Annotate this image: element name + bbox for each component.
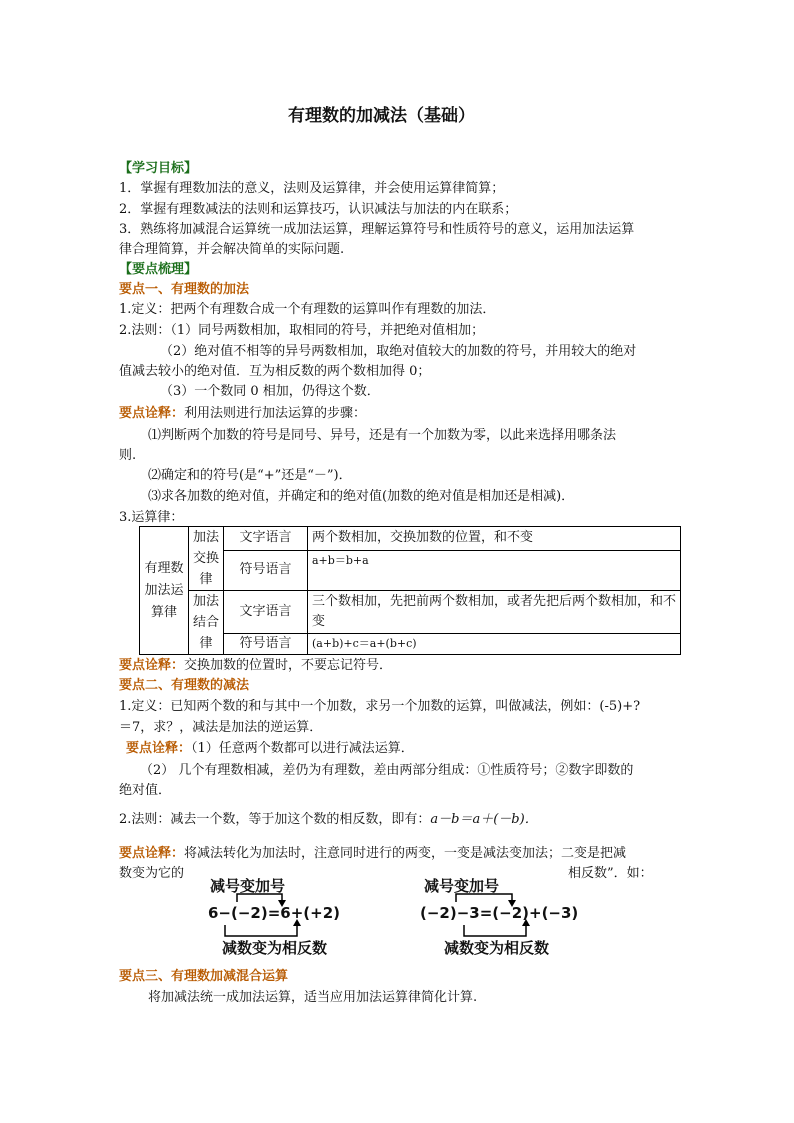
addition-laws-table: [139, 526, 681, 655]
commutative-word-text: 两个数相加，交换加数的位置，和不变: [308, 527, 681, 551]
note-text: 将减法转化为加法时，注意同时进行的两变，一变是减法变加法；二变是把减: [184, 846, 627, 861]
mixed-operation-text: 将加减法统一成加法运算，适当应用加法运算律简化计算.: [148, 990, 478, 1005]
goal-item: 律合理简算，并会解决简单的实际问题.: [119, 242, 345, 257]
associative-symbol-text: (a+b)+c＝a+(b+c): [308, 634, 681, 655]
step-3: ⑶求各加数的绝对值，并确定和的绝对值(加数的绝对值是相加还是相减)．: [148, 489, 575, 504]
summary-heading: 【要点梳理】: [119, 262, 198, 277]
goal-item: 2．掌握有理数减法的法则和运算技巧，认识减法与加法的内在联系；: [119, 202, 518, 217]
diagram-bottom-label: 减数变为相反数: [222, 939, 328, 957]
associative-law-label: 加法结合律: [189, 591, 224, 655]
subtraction-rule: [119, 810, 538, 830]
addition-definition: 1.定义：把两个有理数合成一个有理数的运算叫作有理数的加法．: [119, 302, 496, 317]
step-1: ⑴判断两个加数的符号是同号、异号，还是有一个加数为零，以此来选择用哪条法: [148, 428, 617, 443]
commutative-symbol-text: a+b＝b+a: [308, 550, 681, 590]
section-heading-mixed: 要点三、有理数加减混合运算: [119, 969, 289, 984]
diagram-top-label: 减号变加号: [424, 877, 500, 895]
goal-item: 3．熟练将加减混合运算统一成加法运算，理解运算符号和性质符号的意义，运用加法运算: [119, 222, 635, 237]
section-heading-addition: 要点一、有理数的加法: [119, 282, 250, 297]
note-text: 利用法则进行加法运算的步骤：: [184, 406, 367, 421]
diagram-expression: 6−(−2)=6+(+2): [208, 904, 341, 922]
word-language-label: 文字语言: [224, 591, 308, 634]
addition-rule-3: （3）一个数同 0 相加，仍得这个数．: [160, 384, 380, 399]
note-commutative: [119, 656, 392, 676]
rule-formula: a－b＝a＋(－b)．: [430, 812, 538, 827]
subtraction-definition-cont: ＝7，求？，减法是加法的逆运算．: [119, 720, 323, 735]
note-subtraction-2: （2） 几个有理数相减，差仍为有理数，差由两部分组成：①性质符号；②数字即数的: [140, 763, 634, 778]
symbol-language-label: 符号语言: [224, 634, 308, 655]
laws-intro: 3.运算律：: [119, 510, 184, 525]
addition-rule-2: （2）绝对值不相等的异号两数相加，取绝对值较大的加数的符号，并用较大的绝对: [160, 344, 637, 359]
note-label: 要点诠释：: [119, 406, 185, 421]
note-subtraction-3-cont: 数变为它的: [119, 866, 185, 881]
note-addition-steps: [119, 404, 366, 424]
addition-rule-1: 2.法则：（1）同号两数相加，取相同的符号，并把绝对值相加；: [119, 323, 485, 338]
page-title: 有理数的加减法（基础）: [288, 106, 475, 126]
rule-text: 2.法则：减去一个数，等于加这个数的相反数，即有：: [119, 812, 431, 827]
note-label: 要点诠释：: [119, 846, 185, 861]
note-subtraction-3: [119, 844, 626, 864]
note-text: （1）任意两个数都可以进行减法运算．: [191, 741, 414, 756]
step-1-cont: 则.: [119, 448, 137, 463]
goals-heading: 【学习目标】: [119, 161, 198, 176]
note-label: 要点诠释：: [126, 741, 192, 756]
subtraction-definition: 1.定义：已知两个数的和与其中一个加数，求另一个加数的运算，叫做减法，例如：(-5)+?: [119, 699, 641, 714]
note-text: 交换加数的位置时，不要忘记符号．: [184, 658, 393, 673]
note-subtraction-1: [126, 739, 414, 759]
addition-rule-2-cont: 值减去较小的绝对值．互为相反数的两个数相加得 0；: [119, 364, 431, 379]
goal-item: 1．掌握有理数加法的意义，法则及运算律，并会使用运算律简算；: [119, 181, 505, 196]
diagram-bottom-label: 减数变为相反数: [444, 939, 550, 957]
diagram-expression: (−2)−3=(−2)+(−3): [420, 904, 579, 922]
note-subtraction-2-cont: 绝对值．: [119, 783, 172, 798]
section-heading-subtraction: 要点二、有理数的减法: [119, 678, 250, 693]
note-label: 要点诠释：: [119, 658, 185, 673]
associative-word-text: 三个数相加，先把前两个数相加，或者先把后两个数相加，和不变: [308, 591, 681, 634]
word-language-label: 文字语言: [224, 527, 308, 551]
step-2: ⑵确定和的符号(是“+”还是“－”)．: [148, 468, 352, 483]
symbol-language-label: 符号语言: [224, 550, 308, 590]
table-left-header: 有理数加法运算律: [140, 527, 189, 655]
note-subtraction-3-end: 相反数”．如：: [568, 866, 653, 881]
commutative-law-label: 加法交换律: [189, 527, 224, 591]
diagram-top-label: 减号变加号: [210, 877, 286, 895]
